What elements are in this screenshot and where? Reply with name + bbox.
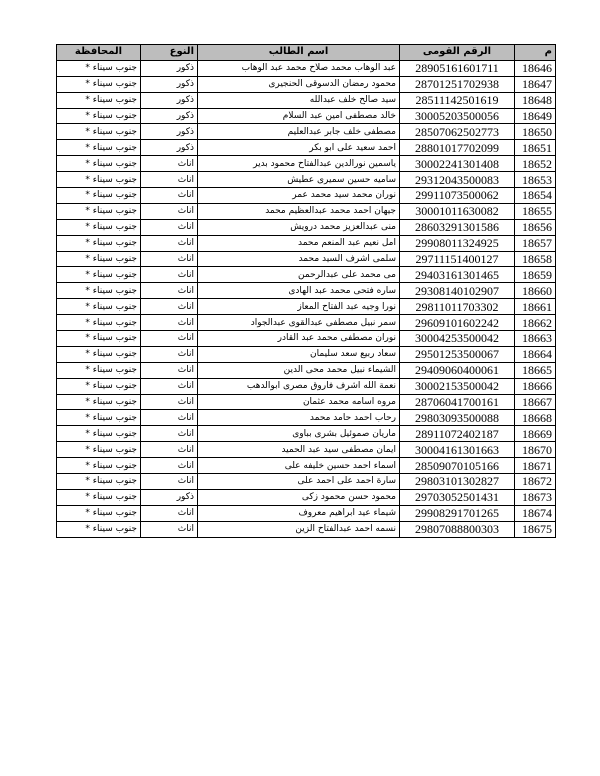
table-header-row: [57, 45, 556, 61]
cell-serial: 18672: [515, 474, 556, 490]
table-body: [57, 60, 556, 537]
cell-student-name: سلمى اشرف السيد محمد: [198, 251, 400, 267]
cell-governorate: جنوب سيناء *: [57, 410, 141, 426]
table-row: [57, 92, 556, 108]
cell-gender: اناث: [141, 331, 198, 347]
cell-serial: 18663: [515, 331, 556, 347]
cell-student-name: ايمان مصطفى سيد عبد الحميد: [198, 442, 400, 458]
cell-gender: اناث: [141, 346, 198, 362]
cell-serial: 18658: [515, 251, 556, 267]
cell-national-id: 28706041700161: [400, 394, 515, 410]
cell-governorate: جنوب سيناء *: [57, 219, 141, 235]
cell-governorate: جنوب سيناء *: [57, 362, 141, 378]
cell-national-id: 28603291301586: [400, 219, 515, 235]
cell-gender: اناث: [141, 521, 198, 537]
cell-serial: 18661: [515, 299, 556, 315]
cell-governorate: جنوب سيناء *: [57, 458, 141, 474]
cell-national-id: 28509070105166: [400, 458, 515, 474]
cell-student-name: مى محمد على عبدالرحمن: [198, 267, 400, 283]
table-row: [57, 346, 556, 362]
header-serial: م: [515, 45, 556, 61]
cell-governorate: جنوب سيناء *: [57, 124, 141, 140]
cell-national-id: 30004161301663: [400, 442, 515, 458]
table-row: [57, 267, 556, 283]
cell-gender: اناث: [141, 442, 198, 458]
table-row: [57, 315, 556, 331]
cell-national-id: 29807088800303: [400, 521, 515, 537]
cell-national-id: 28905161601711: [400, 60, 515, 76]
header-governorate: المحافظة: [57, 45, 141, 61]
table-row: [57, 156, 556, 172]
cell-serial: 18654: [515, 188, 556, 204]
cell-national-id: 28911072402187: [400, 426, 515, 442]
cell-gender: ذكور: [141, 108, 198, 124]
cell-gender: اناث: [141, 378, 198, 394]
header-student-name: اسم الطالب: [198, 45, 400, 61]
cell-serial: 18662: [515, 315, 556, 331]
cell-governorate: جنوب سيناء *: [57, 394, 141, 410]
header-national-id: الرقم القومى: [400, 45, 515, 61]
table-row: [57, 410, 556, 426]
cell-governorate: جنوب سيناء *: [57, 188, 141, 204]
cell-governorate: جنوب سيناء *: [57, 331, 141, 347]
cell-national-id: 28801017702099: [400, 140, 515, 156]
table-row: [57, 489, 556, 505]
cell-serial: 18650: [515, 124, 556, 140]
cell-gender: اناث: [141, 299, 198, 315]
cell-gender: اناث: [141, 235, 198, 251]
table-row: [57, 505, 556, 521]
cell-student-name: نعمة الله اشرف فاروق مصرى ابوالدهب: [198, 378, 400, 394]
cell-serial: 18648: [515, 92, 556, 108]
cell-serial: 18665: [515, 362, 556, 378]
cell-national-id: 28701251702938: [400, 76, 515, 92]
table-row: [57, 108, 556, 124]
cell-gender: اناث: [141, 410, 198, 426]
cell-serial: 18646: [515, 60, 556, 76]
cell-governorate: جنوب سيناء *: [57, 251, 141, 267]
cell-national-id: 30002153500042: [400, 378, 515, 394]
cell-governorate: جنوب سيناء *: [57, 235, 141, 251]
cell-student-name: الشيماء نبيل محمد محى الدين: [198, 362, 400, 378]
cell-student-name: سمر نبيل مصطفى عبدالقوى عبدالجواد: [198, 315, 400, 331]
cell-gender: ذكور: [141, 489, 198, 505]
cell-gender: اناث: [141, 315, 198, 331]
cell-student-name: خالد مصطفى امين عبد السلام: [198, 108, 400, 124]
cell-serial: 18659: [515, 267, 556, 283]
table-row: [57, 331, 556, 347]
table-row: [57, 251, 556, 267]
cell-gender: اناث: [141, 458, 198, 474]
cell-gender: اناث: [141, 426, 198, 442]
cell-governorate: جنوب سيناء *: [57, 203, 141, 219]
cell-governorate: جنوب سيناء *: [57, 521, 141, 537]
cell-student-name: مصطفى خلف جابر عبدالعليم: [198, 124, 400, 140]
table-row: [57, 426, 556, 442]
table-row: [57, 235, 556, 251]
cell-student-name: محمود رمضان الدسوقى الحنجيرى: [198, 76, 400, 92]
table-row: [57, 521, 556, 537]
cell-student-name: اسماء احمد حسين خليفه على: [198, 458, 400, 474]
cell-governorate: جنوب سيناء *: [57, 140, 141, 156]
cell-serial: 18657: [515, 235, 556, 251]
cell-national-id: 29908291701265: [400, 505, 515, 521]
cell-national-id: 29308140102907: [400, 283, 515, 299]
cell-national-id: 29609101602242: [400, 315, 515, 331]
cell-serial: 18664: [515, 346, 556, 362]
cell-serial: 18669: [515, 426, 556, 442]
cell-gender: اناث: [141, 474, 198, 490]
cell-national-id: 29501253500067: [400, 346, 515, 362]
cell-national-id: 29811011703302: [400, 299, 515, 315]
cell-gender: اناث: [141, 172, 198, 188]
cell-governorate: جنوب سيناء *: [57, 426, 141, 442]
cell-governorate: جنوب سيناء *: [57, 108, 141, 124]
cell-serial: 18656: [515, 219, 556, 235]
cell-national-id: 30004253500042: [400, 331, 515, 347]
cell-gender: اناث: [141, 362, 198, 378]
cell-student-name: جيهان احمد محمد عبدالعظيم محمد: [198, 203, 400, 219]
cell-serial: 18667: [515, 394, 556, 410]
table-row: [57, 299, 556, 315]
table-row: [57, 60, 556, 76]
cell-student-name: نوران مصطفى محمد عبد القادر: [198, 331, 400, 347]
cell-student-name: احمد سعيد على ابو بكر: [198, 140, 400, 156]
cell-gender: ذكور: [141, 60, 198, 76]
cell-student-name: سيد صالح خلف عبدالله: [198, 92, 400, 108]
table-row: [57, 378, 556, 394]
table-row: [57, 458, 556, 474]
cell-governorate: جنوب سيناء *: [57, 92, 141, 108]
table-row: [57, 188, 556, 204]
cell-serial: 18655: [515, 203, 556, 219]
cell-student-name: سارة احمد على احمد على: [198, 474, 400, 490]
cell-governorate: جنوب سيناء *: [57, 267, 141, 283]
cell-governorate: جنوب سيناء *: [57, 505, 141, 521]
cell-student-name: نورا وجيه عبد الفتاح المعاز: [198, 299, 400, 315]
cell-gender: اناث: [141, 203, 198, 219]
cell-student-name: عبد الوهاب محمد صلاح محمد عبد الوهاب: [198, 60, 400, 76]
cell-serial: 18666: [515, 378, 556, 394]
cell-national-id: 29911073500062: [400, 188, 515, 204]
cell-student-name: ساميه حسين سميرى عطيش: [198, 172, 400, 188]
cell-student-name: ياسمين نورالدين عبدالفتاح محمود بدير: [198, 156, 400, 172]
cell-national-id: 30001011630082: [400, 203, 515, 219]
cell-governorate: جنوب سيناء *: [57, 156, 141, 172]
cell-serial: 18674: [515, 505, 556, 521]
cell-student-name: مروه اسامه محمد عثمان: [198, 394, 400, 410]
cell-serial: 18668: [515, 410, 556, 426]
cell-gender: اناث: [141, 251, 198, 267]
cell-serial: 18671: [515, 458, 556, 474]
students-table: [56, 44, 556, 538]
table-row: [57, 442, 556, 458]
table-row: [57, 76, 556, 92]
cell-serial: 18652: [515, 156, 556, 172]
cell-gender: اناث: [141, 188, 198, 204]
table-row: [57, 283, 556, 299]
cell-gender: ذكور: [141, 140, 198, 156]
cell-gender: اناث: [141, 156, 198, 172]
cell-governorate: جنوب سيناء *: [57, 172, 141, 188]
cell-serial: 18653: [515, 172, 556, 188]
cell-gender: ذكور: [141, 76, 198, 92]
cell-national-id: 29803101302827: [400, 474, 515, 490]
cell-gender: اناث: [141, 219, 198, 235]
cell-student-name: امل نعيم عبد المنعم محمد: [198, 235, 400, 251]
cell-student-name: ماريان صموئيل بشرى بباوى: [198, 426, 400, 442]
table-row: [57, 124, 556, 140]
cell-governorate: جنوب سيناء *: [57, 378, 141, 394]
cell-national-id: 29403161301465: [400, 267, 515, 283]
cell-serial: 18651: [515, 140, 556, 156]
cell-gender: ذكور: [141, 92, 198, 108]
cell-student-name: شيماء عيد ابراهيم معروف: [198, 505, 400, 521]
cell-student-name: نوران محمد سيد محمد عمر: [198, 188, 400, 204]
cell-student-name: منى عبدالعزيز محمد درويش: [198, 219, 400, 235]
cell-gender: ذكور: [141, 124, 198, 140]
cell-gender: اناث: [141, 394, 198, 410]
cell-serial: 18673: [515, 489, 556, 505]
table-row: [57, 394, 556, 410]
cell-governorate: جنوب سيناء *: [57, 315, 141, 331]
table-row: [57, 203, 556, 219]
cell-student-name: رحاب احمد حامد محمد: [198, 410, 400, 426]
cell-governorate: جنوب سيناء *: [57, 283, 141, 299]
table-row: [57, 362, 556, 378]
cell-student-name: سعاد ربيع سعد سليمان: [198, 346, 400, 362]
cell-governorate: جنوب سيناء *: [57, 76, 141, 92]
table-row: [57, 172, 556, 188]
cell-national-id: 28511142501619: [400, 92, 515, 108]
cell-serial: 18675: [515, 521, 556, 537]
table-row: [57, 474, 556, 490]
cell-gender: اناث: [141, 267, 198, 283]
cell-governorate: جنوب سيناء *: [57, 346, 141, 362]
header-gender: النوع: [141, 45, 198, 61]
cell-national-id: 30002241301408: [400, 156, 515, 172]
cell-gender: اناث: [141, 505, 198, 521]
cell-national-id: 29803093500088: [400, 410, 515, 426]
cell-national-id: 29703052501431: [400, 489, 515, 505]
cell-student-name: نسمه احمد عبدالفتاح الزين: [198, 521, 400, 537]
cell-serial: 18649: [515, 108, 556, 124]
cell-national-id: 29908011324925: [400, 235, 515, 251]
cell-serial: 18670: [515, 442, 556, 458]
table-row: [57, 219, 556, 235]
cell-student-name: ساره فتحى محمد عبد الهادى: [198, 283, 400, 299]
cell-serial: 18660: [515, 283, 556, 299]
cell-governorate: جنوب سيناء *: [57, 60, 141, 76]
cell-governorate: جنوب سيناء *: [57, 474, 141, 490]
cell-national-id: 29312043500083: [400, 172, 515, 188]
cell-national-id: 30005203500056: [400, 108, 515, 124]
table-row: [57, 140, 556, 156]
cell-gender: اناث: [141, 283, 198, 299]
cell-serial: 18647: [515, 76, 556, 92]
cell-national-id: 29409060400061: [400, 362, 515, 378]
cell-governorate: جنوب سيناء *: [57, 442, 141, 458]
cell-governorate: جنوب سيناء *: [57, 299, 141, 315]
cell-national-id: 29711151400127: [400, 251, 515, 267]
cell-national-id: 28507062502773: [400, 124, 515, 140]
cell-governorate: جنوب سيناء *: [57, 489, 141, 505]
cell-student-name: محمود حسن محمود زكى: [198, 489, 400, 505]
